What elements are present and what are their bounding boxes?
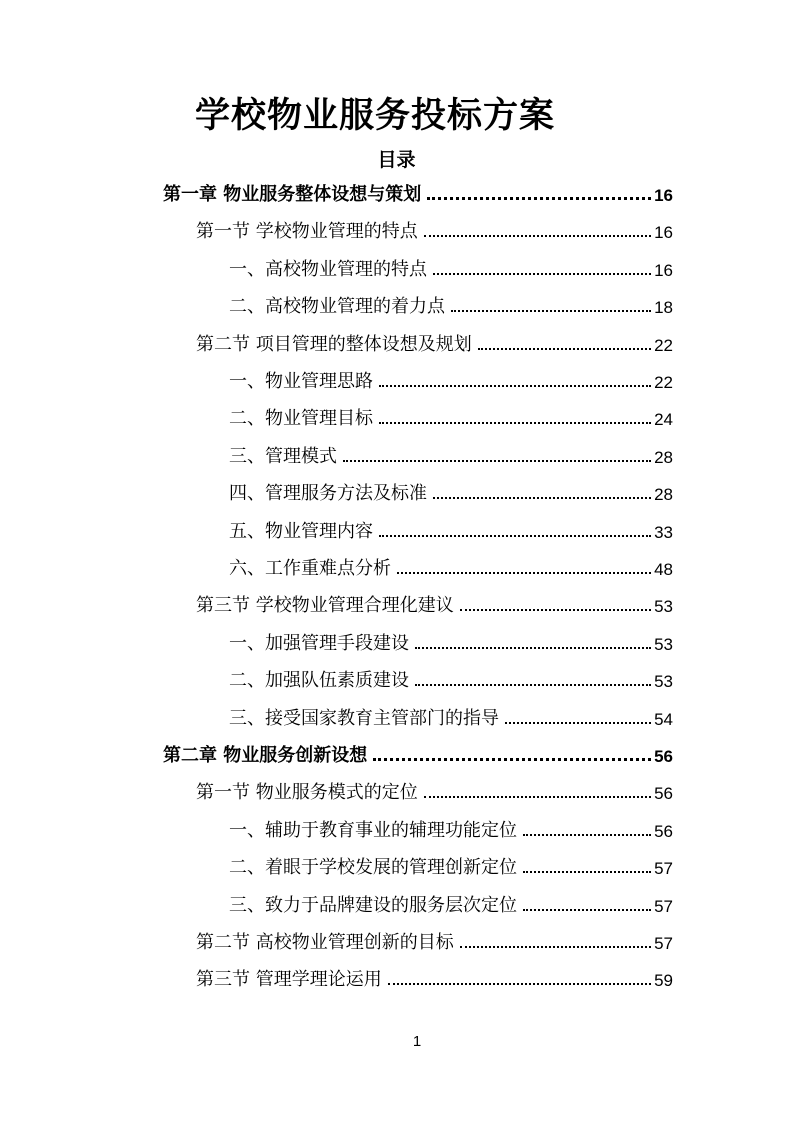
dot-leader: [523, 834, 651, 836]
toc-section[interactable]: [196, 587, 673, 617]
toc-entry-title: 三、致力于品牌建设的服务层次定位: [229, 894, 517, 916]
toc-section[interactable]: [196, 924, 673, 954]
toc-subsection[interactable]: [229, 625, 673, 655]
toc-section[interactable]: [196, 213, 673, 243]
toc-page-number: 57: [654, 859, 673, 879]
toc-heading: 目录: [377, 149, 416, 171]
toc-page-number: 16: [654, 186, 673, 205]
toc-entry-title: 第三节 管理学理论运用: [196, 969, 382, 991]
dot-leader: [379, 422, 651, 424]
toc-entry-title: 第一节 物业服务模式的定位: [196, 782, 418, 804]
toc-page-number: 18: [654, 298, 673, 318]
toc-entry-title: 第二节 项目管理的整体设想及规划: [196, 333, 472, 355]
toc-page-number: 56: [654, 747, 673, 766]
toc-subsection[interactable]: [229, 288, 673, 318]
toc-page-number: 24: [654, 410, 673, 430]
toc-page-number: 53: [654, 597, 673, 617]
dot-leader: [388, 983, 651, 985]
toc-entry-title: 三、接受国家教育主管部门的指导: [229, 707, 499, 729]
toc-page-number: 33: [654, 522, 673, 542]
toc-entry-title: 六、工作重难点分析: [229, 558, 391, 579]
toc-page-number: 22: [654, 373, 673, 392]
toc-section[interactable]: [196, 961, 673, 991]
dot-leader: [424, 235, 651, 237]
dot-leader: [424, 796, 651, 798]
toc-subsection[interactable]: [229, 438, 673, 468]
dot-leader: [379, 385, 651, 387]
toc-section[interactable]: [196, 774, 673, 804]
toc-subsection[interactable]: [229, 400, 673, 430]
dot-leader: [433, 273, 651, 275]
toc-page-number: 22: [654, 335, 673, 355]
toc-entry-title: 一、辅助于教育事业的辅理功能定位: [229, 819, 517, 841]
toc-entry-title: 五、物业管理内容: [229, 520, 373, 542]
toc-subsection[interactable]: [229, 363, 673, 393]
toc-entry-title: 第二节 高校物业管理创新的目标: [196, 932, 454, 953]
toc-entry-title: 四、管理服务方法及标准: [229, 483, 427, 505]
dot-leader: [523, 909, 651, 911]
toc-subsection[interactable]: [229, 513, 673, 543]
toc-page-number: 16: [654, 260, 673, 280]
toc-page-number: 59: [654, 971, 673, 991]
toc-entry-title: 第一章 物业服务整体设想与策划: [163, 184, 422, 205]
toc-entry-title: 第一节 学校物业管理的特点: [196, 221, 418, 243]
toc-entry-title: 一、高校物业管理的特点: [229, 258, 427, 280]
dot-leader: [415, 684, 651, 686]
toc-page-number: 56: [654, 821, 673, 841]
toc-page-number: 53: [654, 672, 673, 692]
toc-entry-title: 第三节 学校物业管理合理化建议: [196, 595, 454, 617]
dot-leader: [523, 871, 651, 873]
dot-leader: [478, 348, 651, 350]
toc-entry-title: 一、加强管理手段建设: [229, 632, 409, 654]
dot-leader: [343, 460, 651, 462]
toc-subsection[interactable]: [229, 887, 673, 917]
toc-page-number: 56: [654, 784, 673, 804]
document-title: 学校物业服务投标方案: [194, 96, 555, 136]
toc-subsection[interactable]: [229, 662, 673, 692]
toc-page-number: 57: [654, 896, 673, 916]
toc-entry-title: 第二章 物业服务创新设想: [163, 745, 368, 766]
toc-chapter[interactable]: [163, 176, 673, 206]
toc-page-number: 54: [654, 709, 673, 729]
toc-entry-title: 二、高校物业管理的着力点: [229, 296, 445, 318]
toc-page-number: 28: [654, 485, 673, 505]
toc-subsection[interactable]: [229, 475, 673, 505]
dot-leader: [433, 497, 651, 499]
toc-entry-title: 二、着眼于学校发展的管理创新定位: [229, 857, 517, 879]
toc-entry-title: 二、加强队伍素质建设: [229, 670, 409, 692]
dot-leader: [451, 310, 651, 312]
toc-page-number: 53: [654, 634, 673, 654]
dot-leader: [397, 572, 651, 574]
toc-subsection[interactable]: [229, 700, 673, 730]
dot-leader: [379, 535, 651, 537]
toc-page-number: 28: [654, 447, 673, 467]
toc-entry-title: 二、物业管理目标: [229, 408, 373, 430]
page-number: 1: [412, 1033, 422, 1050]
dot-leader: [505, 722, 651, 724]
toc-entry-title: 一、物业管理思路: [229, 371, 373, 392]
toc-subsection[interactable]: [229, 849, 673, 879]
toc-page-number: 57: [654, 934, 673, 953]
toc-chapter[interactable]: [163, 737, 673, 767]
toc-subsection[interactable]: [229, 812, 673, 842]
dot-leader: [460, 609, 651, 611]
toc-entry-title: 三、管理模式: [229, 445, 337, 467]
dot-leader: [427, 197, 651, 200]
toc-section[interactable]: [196, 326, 673, 356]
toc-subsection[interactable]: [229, 550, 673, 580]
dot-leader: [373, 758, 651, 761]
toc-subsection[interactable]: [229, 251, 673, 281]
dot-leader: [415, 647, 651, 649]
toc-page-number: 48: [654, 560, 673, 579]
dot-leader: [460, 946, 651, 948]
toc-page-number: 16: [654, 223, 673, 243]
